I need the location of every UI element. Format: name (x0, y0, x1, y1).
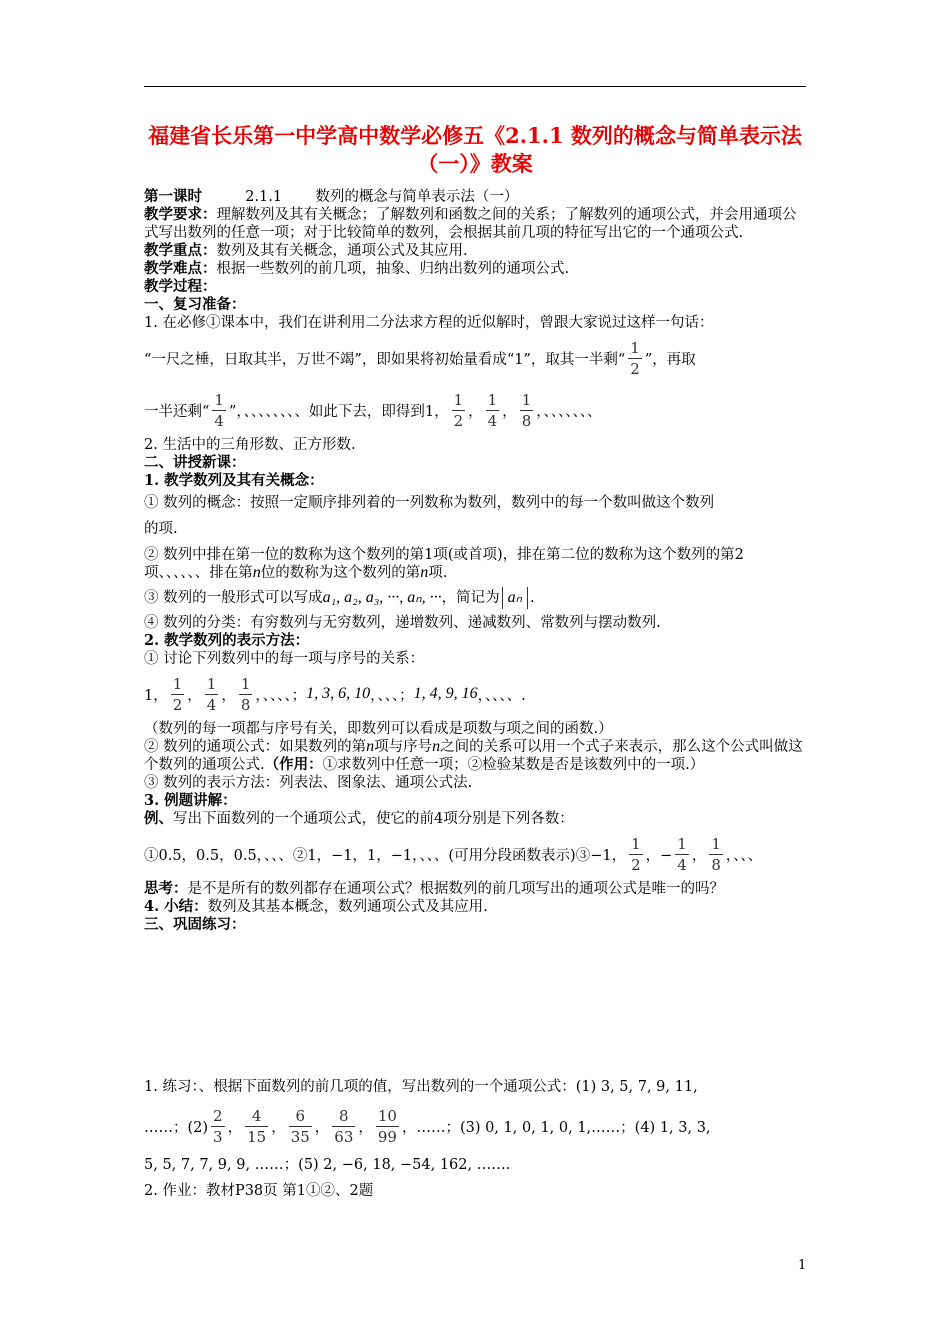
section-3-heading: 3. 例题讲解： (144, 792, 237, 809)
sequence-notation: aₙ (502, 587, 528, 609)
blank-space (144, 934, 808, 1074)
fraction-4-15: $\frac{4}{15}$ (247, 1106, 267, 1146)
think-question: 思考：是不是所有的数列都存在通项公式？根据数列的前几项写出的通项公式是唯一的吗？ (144, 880, 724, 897)
review-item-2: 2. 生活中的三角形数、正方形数. (144, 437, 356, 453)
fraction-eighth: $\frac{1}{8}$ (711, 834, 721, 874)
fraction-10-99: $\frac{10}{99}$ (377, 1106, 397, 1146)
review-heading: 一、复习准备： (144, 296, 246, 313)
process-label: 教学过程： (144, 278, 217, 295)
header-rule (144, 86, 806, 87)
difficulties: 教学难点：根据一些数列的前几项，抽象、归纳出数列的通项公式. (144, 260, 570, 277)
review-item-1-line2: “一尺之棰，日取其半，万世不竭”，即如果将初始量看成“1”，取其一半剩“ $\frac{1}{2}$ ”，再取 (144, 338, 696, 378)
review-item-1-line3: 一半还剩“ $\frac{1}{4}$ ”，、、、、、、、、如此下去，即得到1， $\frac{1}{2}$ ， $\frac{1}{4}$ ， $\frac{1}{8}$ ，、、、、、、、 (144, 390, 602, 430)
teaching-requirements: 教学要求：理解数列及其有关概念；了解数列和函数之间的关系；了解数列的通项公式，并会用通项公式写出数列的任意一项；对于比较简单的数列，会根据其前几项的特征写出它的一个通项公式. (144, 206, 797, 241)
fraction-half: $\frac{1}{2}$ (631, 834, 641, 874)
representation-1: ① 讨论下列数列中的每一项与序号的关系： (144, 651, 425, 667)
representation-1-sequences: 1， $\frac{1}{2}$ ， $\frac{1}{4}$ ， $\frac{1}{8}$ ，、、、、； 1, 3, 6, 10 ，、、、； 1, 4, 9, 16 ，、、、、. (144, 674, 526, 714)
fraction-quarter: $\frac{1}{4}$ (677, 834, 687, 874)
review-item-1: 1. 在必修①课本中，我们在讲利用二分法求方程的近似解时，曾跟大家说过这样一句话： (144, 315, 714, 331)
fraction-eighth: $\frac{1}{8}$ (521, 390, 532, 430)
fraction-quarter: $\frac{1}{4}$ (206, 674, 217, 714)
summary: 4. 小结：数列及其基本概念，数列通项公式及其应用. (144, 898, 488, 915)
practice-1-cont: 5, 5, 7, 7, 9, 9, ……；(5) 2, −6, 18, −54, 162, ……. (144, 1157, 511, 1173)
fraction-2-3: $\frac{2}{3}$ (213, 1106, 223, 1146)
representation-2: ② 数列的通项公式：如果数列的第n项与序号n之间的关系可以用一个式子来表示，那么这个公式叫做这个数列的通项公式.（作用：①求数列中任意一项；②检验某数是否是该数列中的一项.） (144, 738, 803, 773)
fraction-8-63: $\frac{8}{63}$ (334, 1106, 354, 1146)
document-title: 福建省长乐第一中学高中数学必修五《2.1.1 数列的概念与简单表示法（一）》教案 (148, 123, 802, 176)
fraction-half: $\frac{1}{2}$ (172, 674, 183, 714)
fraction-quarter: $\frac{1}{4}$ (487, 390, 498, 430)
section-2-heading: 2. 教学数列的表示方法： (144, 632, 310, 649)
section-1-heading: 1. 教学数列及其有关概念： (144, 472, 324, 489)
concept-1: ① 数列的概念：按照一定顺序排列着的一列数称为数列，数列中的每一个数叫做这个数列 (144, 495, 715, 511)
concept-3: ③ 数列的一般形式可以写成 a₁, a₂, a₃, ···, aₙ, ··· ，简记为 aₙ . (144, 582, 808, 614)
key-points: 教学重点：数列及其有关概念，通项公式及其应用. (144, 242, 468, 259)
concept-2: ② 数列中排在第一位的数称为这个数列的第1项(或首项)，排在第二位的数称为这个数列的第2项、、、、、、排在第n位的数称为这个数列的第n项. (144, 547, 744, 581)
fraction-quarter: $\frac{1}{4}$ (214, 390, 224, 430)
example-items: ①0.5，0.5，0.5，、、、②1，−1，1，−1，、、、(可用分段函数表示)③−1， $\frac{1}{2}$ ，− $\frac{1}{4}$ ， $\frac{1}{8}$ ，、、、 (144, 834, 763, 874)
fraction-half: $\frac{1}{2}$ (630, 338, 640, 378)
fraction-eighth: $\frac{1}{8}$ (240, 674, 251, 714)
fraction-half: $\frac{1}{2}$ (453, 390, 464, 430)
concept-4: ④ 数列的分类：有穷数列与无穷数列，递增数列、递减数列、常数列与摆动数列. (144, 615, 661, 631)
sequence-general-form: a₁, a₂, a₃, ···, aₙ, ··· (322, 589, 442, 606)
practice-1: 1. 练习：、根据下面数列的前几项的值，写出数列的一个通项公式：(1) 3, 5, 7, 9, 11, (144, 1079, 698, 1095)
lesson-line: 第一课时 2.1.1 数列的概念与简单表示法（一） (144, 188, 519, 205)
new-lesson-heading: 二、讲授新课： (144, 454, 246, 471)
fraction-6-35: $\frac{6}{35}$ (290, 1106, 310, 1146)
representation-1-note: （数列的每一项都与序号有关，即数列可以看成是项数与项之间的函数.） (144, 721, 613, 737)
practice-2: 2. 作业：教材P38页 第1①②、2题 (144, 1183, 374, 1199)
concept-1-cont: 的项. (144, 521, 178, 537)
example-prompt: 例、写出下面数列的一个通项公式，使它的前4项分别是下列各数： (144, 810, 574, 827)
document-body (144, 188, 808, 1204)
representation-3: ③ 数列的表示方法：列表法、图象法、通项公式法. (144, 775, 473, 791)
practice-1-fractions: ……；(2) $\frac{2}{3}$ ， $\frac{4}{15}$ ， $\frac{6}{35}$ ， $\frac{8}{63}$ ， $\frac{10}{99}$ ，……；(3) 0, 1, 0, 1, 0, 1,……；(4) 1, 3, 3, (144, 1106, 711, 1146)
practice-heading: 三、巩固练习： (144, 916, 246, 933)
page-number: 1 (798, 1258, 807, 1273)
